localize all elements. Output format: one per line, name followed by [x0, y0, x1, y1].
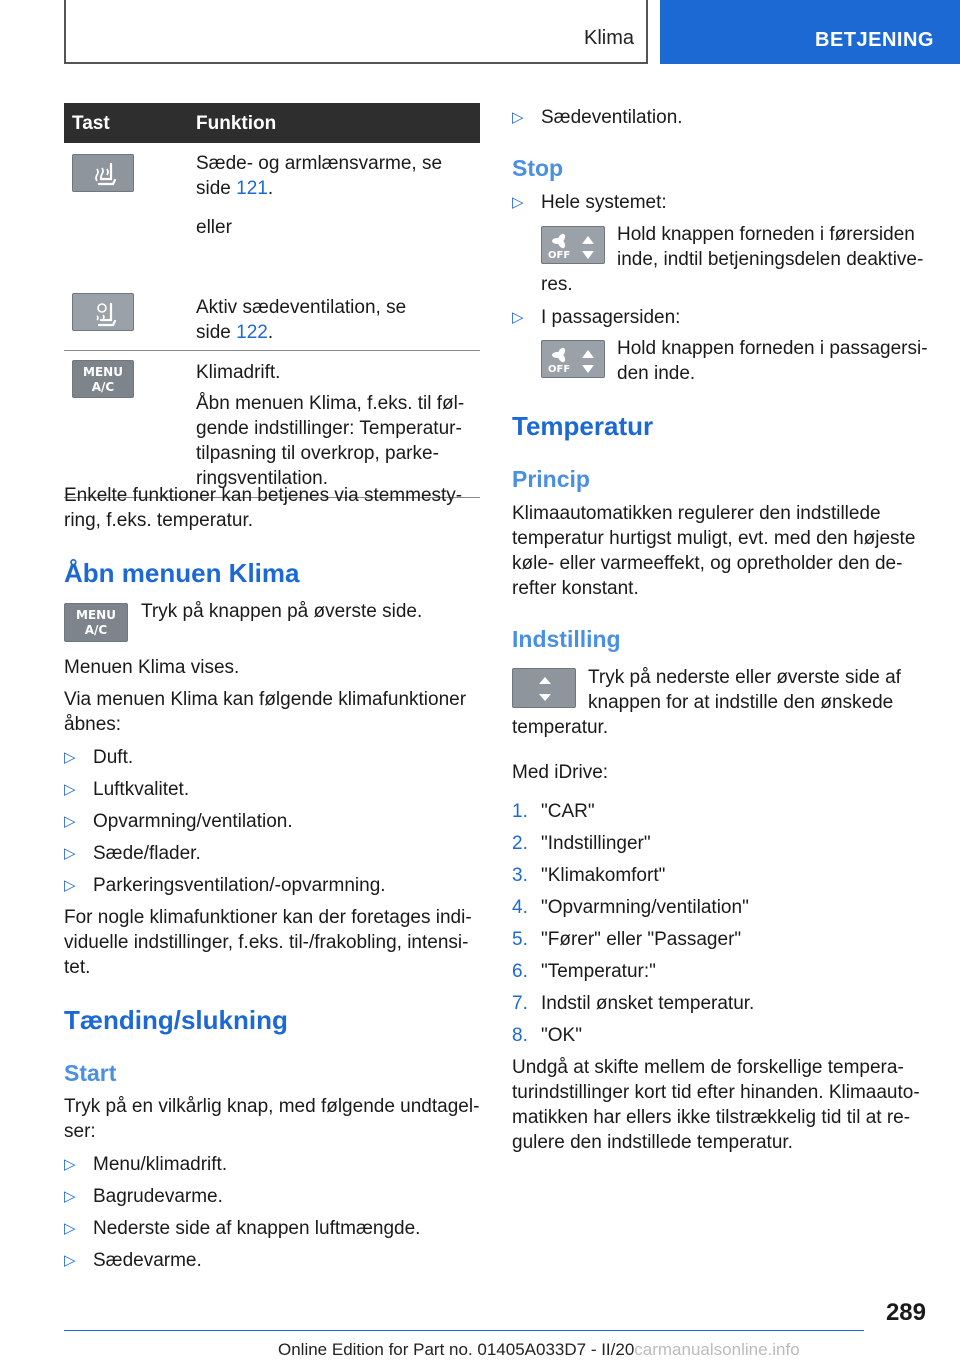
- heading-stop: Stop: [512, 155, 564, 181]
- step-number: 5.: [512, 929, 528, 950]
- bullet-triangle-icon: ▷: [64, 749, 76, 766]
- press-top-text: Tryk på knappen på øverste side.: [141, 601, 423, 622]
- list-item-text: Bagrudevarme.: [93, 1186, 223, 1207]
- list-item-text: Sædevarme.: [93, 1250, 202, 1271]
- menu-ac-key: [72, 360, 134, 398]
- footer-rule: [64, 1330, 864, 1331]
- avoid-line3: matikken har ellers ikke tilstrækkelig tid til at re-: [512, 1107, 911, 1128]
- footer-edition: [278, 1337, 800, 1362]
- step-number: 2.: [512, 833, 528, 854]
- step-text: "Fører" eller "Passager": [541, 929, 742, 950]
- row3-line4: ringsventilation.: [196, 468, 329, 489]
- bullet-triangle-icon: ▷: [512, 109, 524, 126]
- setting-line2: knappen for at indstille den ønskede: [588, 692, 894, 713]
- hold1-line2: inde, indtil betjeningsdelen deaktive-: [617, 249, 924, 270]
- via-menu-line2: åbnes:: [64, 714, 122, 735]
- intro-line1: Enkelte funktioner kan betjenes via stemmesty-: [64, 485, 463, 506]
- idrive-label: Med iDrive:: [512, 762, 609, 783]
- step-text: "Opvarmning/ventilation": [541, 897, 749, 918]
- list-item-text: Sædeventilation.: [541, 107, 683, 128]
- setting-line1: Tryk på nederste eller øverste side af: [588, 667, 901, 688]
- bullet-triangle-icon: ▷: [64, 1188, 76, 1205]
- page-ref-121[interactable]: 121: [236, 178, 268, 199]
- off-label: OFF: [548, 364, 571, 375]
- menu-key-label: MENU: [83, 365, 123, 379]
- list-item-text: Duft.: [93, 747, 134, 768]
- menu-key-label: MENU: [76, 608, 116, 622]
- list-item-text: Parkeringsventilation/-opvarmning.: [93, 875, 386, 896]
- seat-heat-icon: [72, 154, 134, 192]
- hold2-line1: Hold knappen forneden i passagersi-: [617, 338, 928, 359]
- fan-off-icon: [541, 340, 605, 378]
- step-number: 8.: [512, 1025, 528, 1046]
- list-item-text: Nederste side af knappen luftmængde.: [93, 1218, 421, 1239]
- note-line1: For nogle klimafunktioner kan der foretages indi-: [64, 907, 472, 928]
- avoid-line4: gulere den indstillede temperatur.: [512, 1132, 793, 1153]
- table-row: [64, 143, 480, 343]
- header-chapter-label: BETJENING: [815, 29, 934, 51]
- row3-line3: tilpasning til overkrop, parke-: [196, 443, 439, 464]
- step-number: 7.: [512, 993, 528, 1014]
- step-text: "Temperatur:": [541, 961, 656, 982]
- seat-vent-icon: [72, 293, 134, 331]
- edition-text: Online Edition for Part no. 01405A033D7 - II/20: [278, 1340, 635, 1359]
- hold1-line3: res.: [541, 274, 573, 295]
- row2-end: .: [267, 322, 274, 343]
- menu-ac-icon: [72, 360, 134, 398]
- step-number: 4.: [512, 897, 528, 918]
- step-text: Indstil ønsket temperatur.: [541, 993, 755, 1014]
- step-text: "Klimakomfort": [541, 865, 666, 886]
- bullet-triangle-icon: ▷: [64, 1252, 76, 1269]
- step-number: 3.: [512, 865, 528, 886]
- or-label: eller: [196, 217, 232, 238]
- key-function-table: [64, 103, 480, 498]
- row3-line2: gende indstillinger: Temperatur-: [196, 418, 462, 439]
- step-text: "OK": [541, 1025, 582, 1046]
- col-tast: Tast: [72, 113, 110, 134]
- heading-start: Start: [64, 1060, 117, 1086]
- fan-off-key: [541, 226, 605, 264]
- list-item-text: I passagersiden:: [541, 307, 681, 328]
- heading-on-off: Tænding/slukning: [64, 1005, 288, 1035]
- bullet-triangle-icon: ▷: [64, 1220, 76, 1237]
- row2-side: side: [196, 322, 237, 343]
- watermark-text: carmanualsonline.info: [634, 1340, 800, 1359]
- step-number: 1.: [512, 801, 528, 822]
- principle-line3: køle- eller varmeeffekt, og opretholder den de-: [512, 553, 903, 574]
- menu-ac-key: [64, 603, 128, 642]
- fan-off-key: [541, 340, 605, 378]
- seat-heating-key: [72, 154, 134, 192]
- row1-side: side: [196, 178, 237, 199]
- step-text: "Indstillinger": [541, 833, 651, 854]
- step-number: 6.: [512, 961, 528, 982]
- ac-key-label: A/C: [91, 380, 115, 394]
- list-item-text: Hele systemet:: [541, 192, 667, 213]
- principle-line2: temperatur hurtigst muligt, evt. med den højeste: [512, 528, 916, 549]
- temp-rocker-key: [512, 668, 576, 708]
- bullet-triangle-icon: ▷: [64, 1156, 76, 1173]
- heading-temperature: Temperatur: [512, 411, 654, 441]
- table-row: [64, 351, 480, 497]
- heading-principle: Princip: [512, 466, 590, 492]
- start-line2: ser:: [64, 1121, 96, 1142]
- hold1-line1: Hold knappen forneden i førersiden: [617, 224, 915, 245]
- note-line2: viduelle indstillinger, f.eks. til-/frakobling, intensi-: [64, 932, 469, 953]
- hold2-line2: den inde.: [617, 363, 696, 384]
- bullet-triangle-icon: ▷: [64, 813, 76, 830]
- principle-line1: Klimaautomatikken regulerer den indstillede: [512, 503, 881, 524]
- col-funktion: Funktion: [196, 113, 277, 134]
- bullet-triangle-icon: ▷: [512, 309, 524, 326]
- seat-ventilation-key: [72, 293, 134, 331]
- row2-text: Aktiv sædeventilation, se: [196, 297, 407, 318]
- heading-open-menu: Åbn menuen Klima: [64, 558, 300, 588]
- page-ref-122[interactable]: 122: [236, 322, 268, 343]
- off-label: OFF: [548, 250, 571, 261]
- bullet-triangle-icon: ▷: [64, 781, 76, 798]
- list-item-text: Sæde/flader.: [93, 843, 201, 864]
- list-item-text: Luftkvalitet.: [93, 779, 190, 800]
- step-text: "CAR": [541, 801, 595, 822]
- menu-shown-text: Menuen Klima vises.: [64, 657, 240, 678]
- start-line1: Tryk på en vilkårlig knap, med følgende undtagel-: [64, 1096, 480, 1117]
- table-header: [64, 103, 480, 143]
- principle-line4: refter konstant.: [512, 578, 639, 599]
- header-section-title: Klima: [583, 27, 634, 49]
- list-item-text: Menu/klimadrift.: [93, 1154, 228, 1175]
- ac-key-label: A/C: [84, 623, 108, 637]
- up-down-arrows-icon: [512, 668, 576, 708]
- fan-off-icon: [541, 226, 605, 264]
- row3-title: Klimadrift.: [196, 362, 281, 383]
- heading-setting: Indstilling: [512, 626, 621, 652]
- page-number: 289: [885, 1299, 926, 1326]
- avoid-line1: Undgå at skifte mellem de forskellige tempera-: [512, 1057, 904, 1078]
- header-section-box: [64, 0, 648, 64]
- intro-line2: ring, f.eks. temperatur.: [64, 510, 254, 531]
- via-menu-line1: Via menuen Klima kan følgende klimafunktioner: [64, 689, 467, 710]
- bullet-triangle-icon: ▷: [64, 877, 76, 894]
- header-chapter-tab[interactable]: [660, 0, 960, 64]
- bullet-triangle-icon: ▷: [512, 194, 524, 211]
- row1-end: .: [267, 178, 274, 199]
- menu-ac-icon: [64, 603, 128, 642]
- setting-line3: temperatur.: [512, 717, 609, 738]
- avoid-line2: turindstillinger kort tid efter hinanden. Klimaauto-: [512, 1082, 920, 1103]
- bullet-triangle-icon: ▷: [64, 845, 76, 862]
- row3-line1: Åbn menuen Klima, f.eks. til føl-: [196, 393, 465, 414]
- note-line3: tet.: [64, 957, 91, 978]
- row1-text: Sæde- og armlænsvarme, se: [196, 153, 443, 174]
- list-item-text: Opvarmning/ventilation.: [93, 811, 293, 832]
